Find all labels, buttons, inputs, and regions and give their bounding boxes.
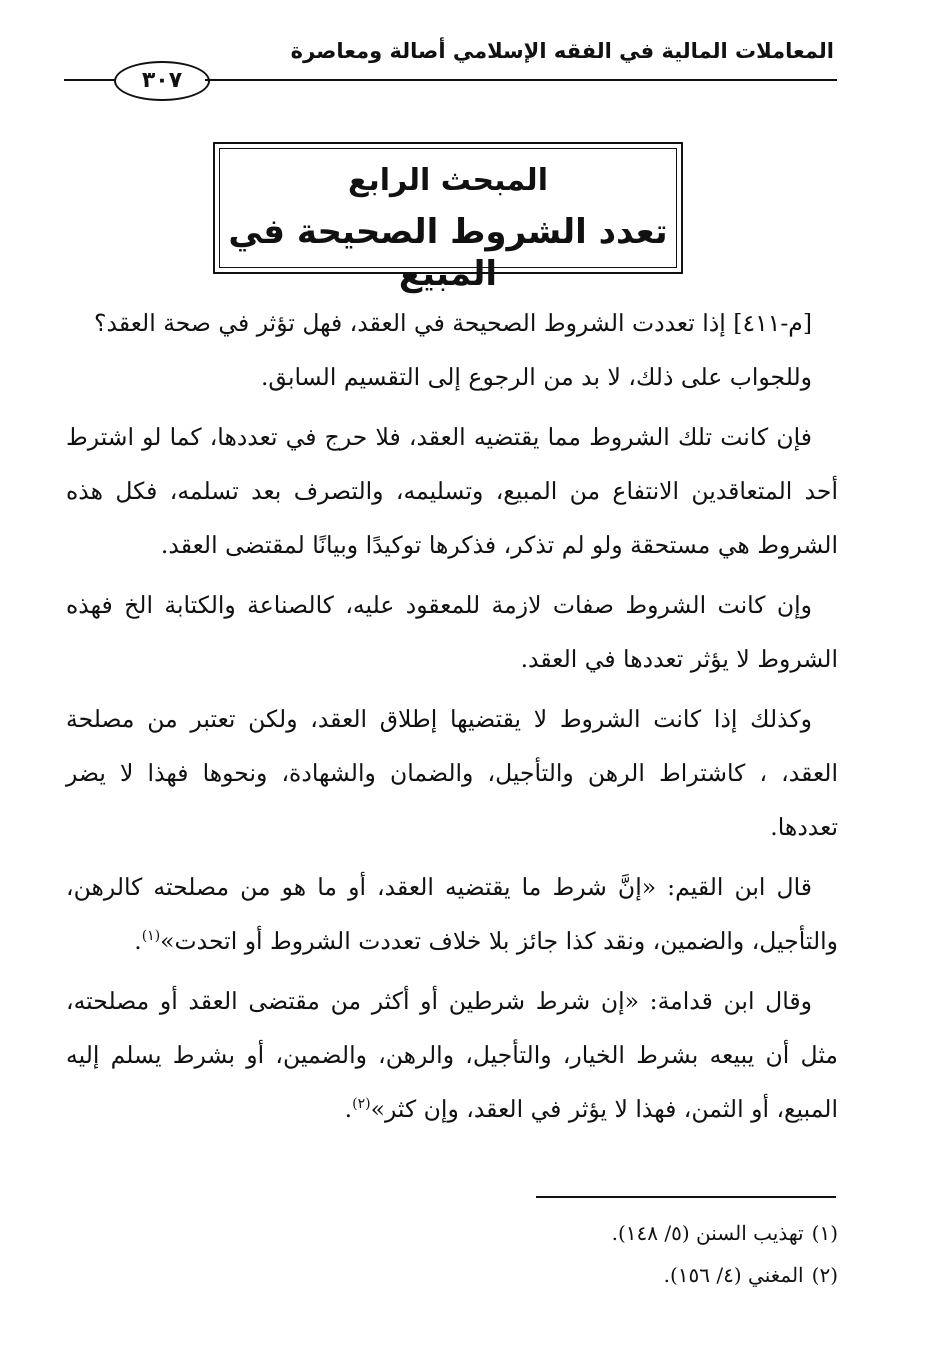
period: . [344,1095,353,1123]
paragraph-ibn-alqayyim-quote [66,860,838,968]
section-subheading: تعدد الشروط الصحيحة في المبيع [228,212,668,294]
footnote-separator [536,1196,836,1198]
paragraph-contract-requirements: فإن كانت تلك الشروط مما يقتضيه العقد، فلا حرج في تعددها، كما لو اشترط أحد المتعاقدين الانتفاع من المبيع، وتسليمه، والتصرف بعد تسلمه، فكل هذه الشروط هي مستحقة ولو لم تذكر، فذكرها توكيدًا وبيانًا لمقتضى العقد. [66,423,838,559]
footnote-2 [300,1254,838,1296]
footnote-number: (٢) [811,1263,838,1287]
paragraph-inherent-attributes: وإن كانت الشروط صفات لازمة للمعقود عليه، كالصناعة والكتابة الخ فهذه الشروط لا يؤثر تعددها في العقد. [66,591,838,673]
quote-ibn-alqayyim: قال ابن القيم: «إنَّ شرط ما يقتضيه العقد، أو ما هو من مصلحته كالرهن، والتأجيل، والضمين، ونقد كذا جائز بلا خلاف تعددت الشروط أو اتحدت» [66,873,838,955]
header-rule-left [64,79,116,81]
footnote-text: تهذيب السنن (٥/ ١٤٨). [611,1221,804,1245]
paragraph-answer-intro: وللجواب على ذلك، لا بد من الرجوع إلى التقسيم السابق. [260,363,812,391]
running-header-title: المعاملات المالية في الفقه الإسلامي أصالة ومعاصرة [290,39,834,63]
section-title-box [213,142,683,294]
footnote-ref-1: (١) [141,928,161,945]
section-heading: المبحث الرابع [348,163,548,198]
section-title-frame [219,148,677,294]
footnote-ref-2: (٢) [352,1096,371,1113]
footnote-number: (١) [811,1221,838,1245]
page-number: ٣٠٧ [114,61,210,101]
paragraph-question: [م-٤١١] إذا تعددت الشروط الصحيحة في العقد، فهل تؤثر في صحة العقد؟ [94,309,812,337]
footnotes [300,1212,838,1296]
quote-ibn-qudamah: وقال ابن قدامة: «إن شرط شرطين أو أكثر من مقتضى العقد أو مصلحته، مثل أن يبيعه بشرط الخيار، والتأجيل، والرهن، والضمين، أو بشرط يسلم إليه المبيع، أو الثمن، فهذا لا يؤثر في العقد، وإن كثر» [66,987,838,1123]
body-text [66,296,838,1142]
header-rule [205,79,837,81]
period: . [134,927,142,955]
paragraph-contract-interest: وكذلك إذا كانت الشروط لا يقتضيها إطلاق العقد، ولكن تعتبر من مصلحة العقد، ، كاشتراط الرهن والتأجيل، والضمان والشهادة، ونحوها فهذا لا يضر تعددها. [66,705,838,841]
footnote-1 [300,1212,838,1254]
footnote-text: المغني (٤/ ١٥٦). [663,1263,804,1287]
paragraph-ibn-qudamah-quote [66,974,838,1136]
